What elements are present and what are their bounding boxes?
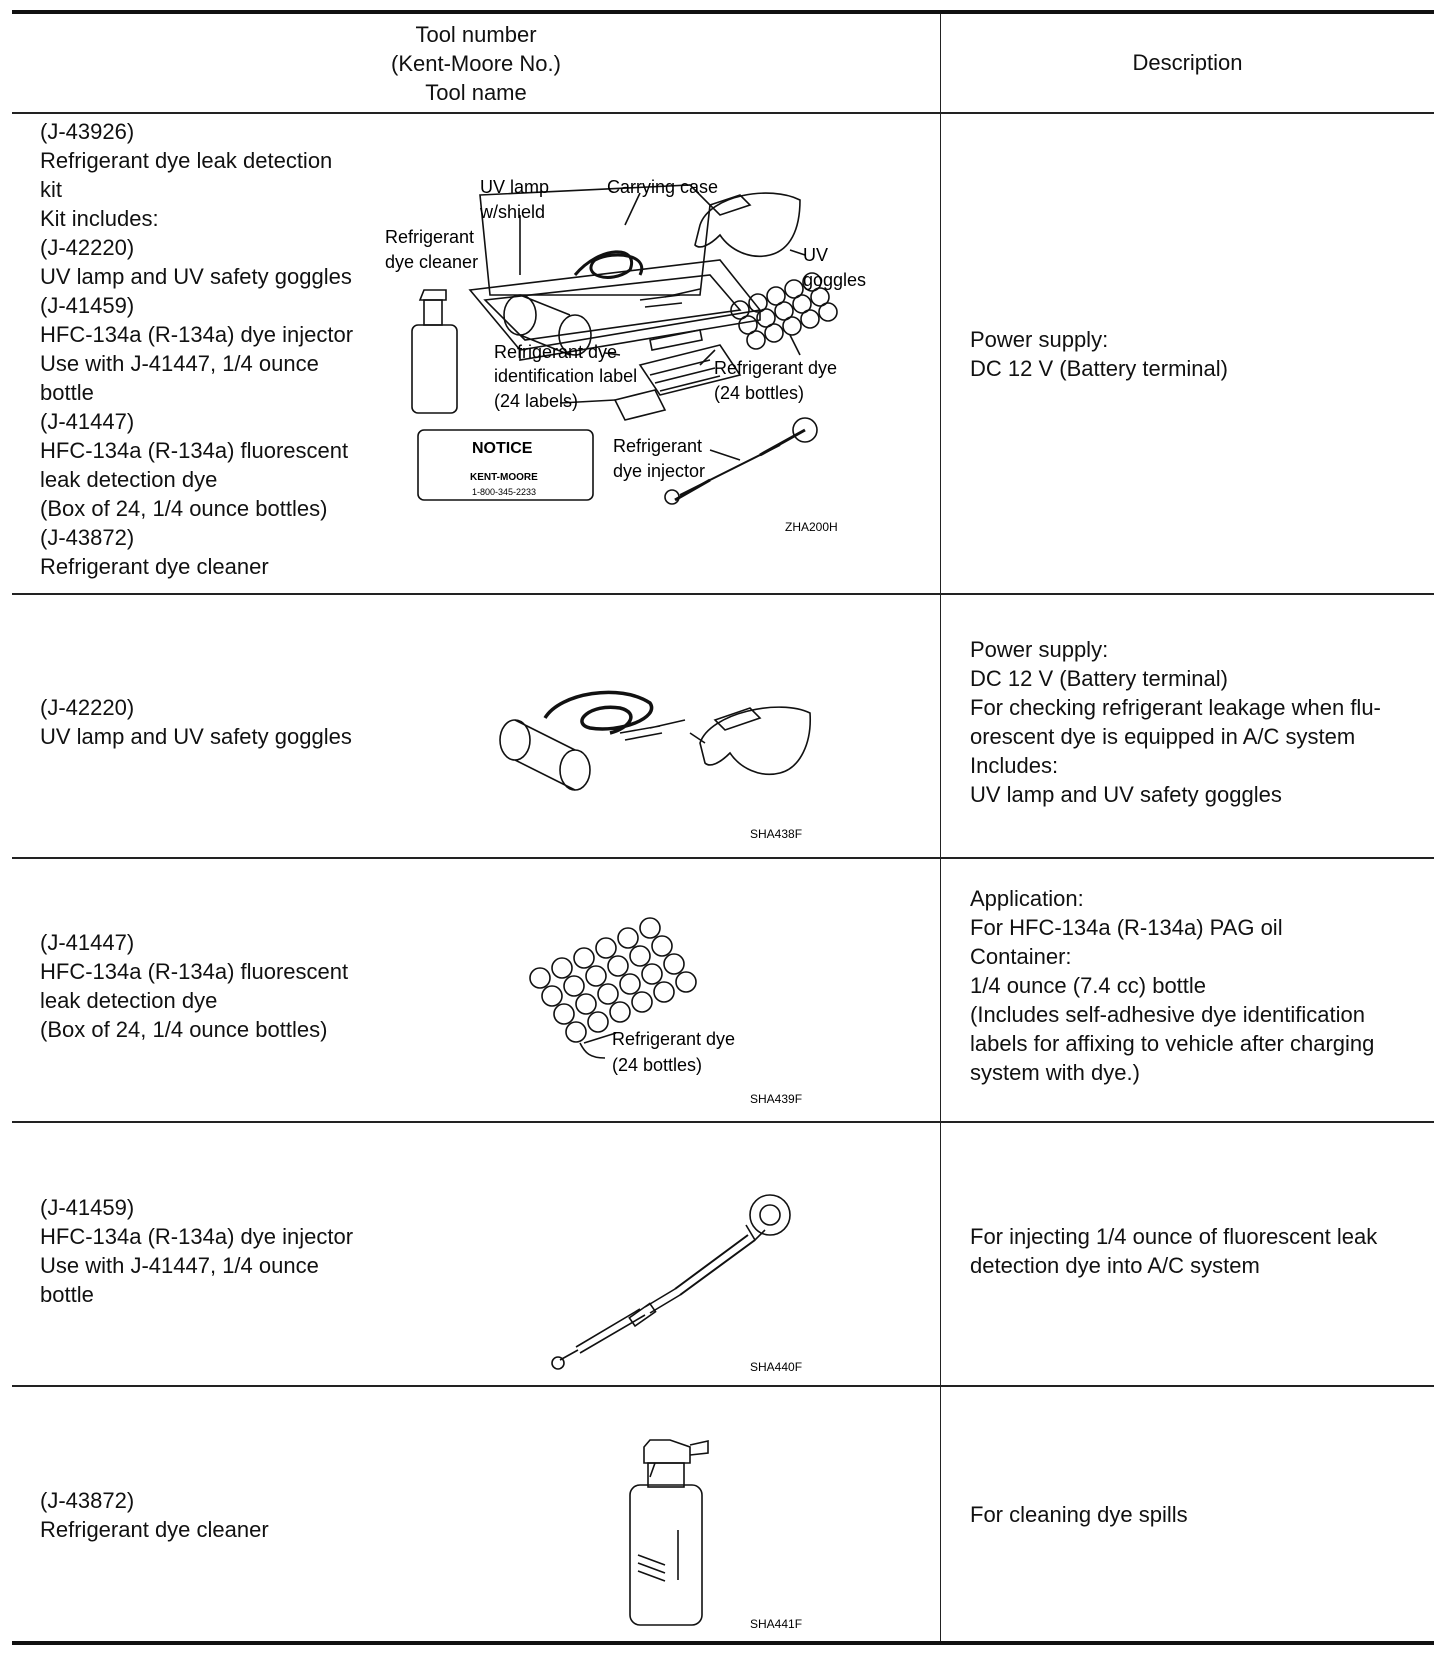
tool-line: (J-41459) xyxy=(40,293,135,318)
column-divider xyxy=(940,14,941,1641)
label-dye-cleaner: dye cleaner xyxy=(385,252,479,272)
desc-cell-j41447 xyxy=(970,884,1420,1087)
desc-line: DC 12 V (Battery terminal) xyxy=(970,356,1228,381)
header-tool-column xyxy=(12,14,940,112)
label-uv-lamp: UV lamp xyxy=(480,177,550,197)
label-carrying-case: Carrying case xyxy=(607,177,719,197)
dye-bottles-illustration xyxy=(520,893,840,1108)
desc-line: detection dye into A/C system xyxy=(970,1253,1260,1278)
header-tool-line: Tool number xyxy=(415,21,537,47)
tool-line: (Box of 24, 1/4 ounce bottles) xyxy=(40,496,328,521)
tool-line: (J-43926) xyxy=(40,119,135,144)
notice-brand: KENT-MOORE xyxy=(470,472,538,483)
tool-line: leak detection dye xyxy=(40,988,218,1013)
label-identification-label: identification label xyxy=(494,366,638,386)
tool-line: leak detection dye xyxy=(40,467,218,492)
label-goggles: goggles xyxy=(803,270,867,290)
notice-title: NOTICE xyxy=(472,440,533,457)
tool-cell-j42220 xyxy=(40,693,400,751)
desc-line: Includes: xyxy=(970,753,1059,778)
tool-cell-j41459 xyxy=(40,1193,400,1309)
table-bottom-rule xyxy=(12,1641,1434,1645)
tool-line: kit xyxy=(40,177,62,202)
header-tool-line: Tool name xyxy=(425,79,527,105)
header-description-column xyxy=(941,14,1434,112)
tool-line: Refrigerant dye cleaner xyxy=(40,554,269,579)
row-divider xyxy=(12,857,1434,859)
row-divider xyxy=(12,1121,1434,1123)
desc-cell-j41459 xyxy=(970,1222,1420,1280)
kit-illustration xyxy=(385,175,930,540)
tool-line: UV lamp and UV safety goggles xyxy=(40,724,352,749)
desc-line: Application: xyxy=(970,886,1084,911)
tool-line: bottle xyxy=(40,380,94,405)
label-refrigerant-dye: Refrigerant dye xyxy=(494,342,618,362)
figure-code: SHA438F xyxy=(750,827,803,841)
tool-line: UV lamp and UV safety goggles xyxy=(40,264,352,289)
label-refrigerant-2: Refrigerant xyxy=(613,436,703,456)
tool-line: HFC-134a (R-134a) fluorescent xyxy=(40,959,349,984)
tool-line: (J-43872) xyxy=(40,1488,135,1513)
dye-cleaner-illustration xyxy=(620,1435,840,1635)
desc-line: For injecting 1/4 ounce of fluorescent leak xyxy=(970,1224,1378,1249)
desc-line: UV lamp and UV safety goggles xyxy=(970,782,1282,807)
tool-line: bottle xyxy=(40,1282,94,1307)
desc-line: Power supply: xyxy=(970,327,1109,352)
label-24-bottles: (24 bottles) xyxy=(612,1055,703,1075)
tool-line: (J-42220) xyxy=(40,235,135,260)
dye-bottles-drawing xyxy=(520,893,840,1108)
desc-line: (Includes self-adhesive dye identification xyxy=(970,1002,1366,1027)
figure-code: SHA441F xyxy=(750,1617,803,1631)
label-24-labels: (24 labels) xyxy=(494,391,579,411)
tool-line: Use with J-41447, 1/4 ounce xyxy=(40,351,319,376)
tool-cell-j43872 xyxy=(40,1486,400,1544)
uv-lamp-drawing xyxy=(500,688,840,843)
desc-line: For cleaning dye spills xyxy=(970,1502,1188,1527)
tool-line: (J-41447) xyxy=(40,409,135,434)
desc-line: For HFC-134a (R-134a) PAG oil xyxy=(970,915,1283,940)
dye-injector-illustration xyxy=(550,1185,840,1375)
desc-line: labels for affixing to vehicle after charging xyxy=(970,1031,1375,1056)
tool-line: HFC-134a (R-134a) dye injector xyxy=(40,322,354,347)
desc-cell-j43926 xyxy=(970,325,1420,383)
row-divider xyxy=(12,593,1434,595)
kit-drawing xyxy=(385,175,930,540)
label-refrigerant-dye: Refrigerant dye xyxy=(612,1029,736,1049)
label-refrigerant-dye-2: Refrigerant dye xyxy=(714,358,838,378)
tool-cell-j41447 xyxy=(40,928,400,1044)
tool-line: (J-42220) xyxy=(40,695,135,720)
desc-line: 1/4 ounce (7.4 cc) bottle xyxy=(970,973,1207,998)
tool-line: HFC-134a (R-134a) fluorescent xyxy=(40,438,349,463)
tool-line: Use with J-41447, 1/4 ounce xyxy=(40,1253,319,1278)
tool-line: Kit includes: xyxy=(40,206,159,231)
tool-line: Refrigerant dye leak detection xyxy=(40,148,333,173)
desc-line: For checking refrigerant leakage when flu- xyxy=(970,695,1381,720)
tool-line: (J-41447) xyxy=(40,930,135,955)
tool-line: HFC-134a (R-134a) dye injector xyxy=(40,1224,354,1249)
tool-line: (J-43872) xyxy=(40,525,135,550)
figure-code: SHA440F xyxy=(750,1360,803,1374)
uv-lamp-goggles-illustration xyxy=(500,688,840,843)
label-refrigerant: Refrigerant xyxy=(385,227,475,247)
row-divider xyxy=(12,1385,1434,1387)
figure-code: SHA439F xyxy=(750,1092,803,1106)
desc-line: system with dye.) xyxy=(970,1060,1140,1085)
tool-line: Refrigerant dye cleaner xyxy=(40,1517,269,1542)
dye-cleaner-drawing xyxy=(620,1435,840,1635)
header-tool-line: (Kent-Moore No.) xyxy=(391,50,561,76)
tool-line: (Box of 24, 1/4 ounce bottles) xyxy=(40,1017,328,1042)
desc-cell-j43872 xyxy=(970,1500,1420,1529)
label-24-bottles: (24 bottles) xyxy=(714,383,805,403)
header-description: Description xyxy=(1132,50,1243,75)
label-uv: UV xyxy=(803,245,829,265)
header-divider xyxy=(12,112,1434,114)
dye-injector-drawing xyxy=(550,1185,840,1375)
desc-line: Container: xyxy=(970,944,1072,969)
tool-cell-j43926 xyxy=(40,117,400,581)
desc-cell-j42220 xyxy=(970,635,1420,809)
figure-code: ZHA200H xyxy=(785,520,838,534)
notice-phone: 1-800-345-2233 xyxy=(472,487,537,497)
label-w-shield: w/shield xyxy=(480,202,546,222)
label-dye-injector: dye injector xyxy=(613,461,706,481)
desc-line: Power supply: xyxy=(970,637,1109,662)
desc-line: DC 12 V (Battery terminal) xyxy=(970,666,1228,691)
tool-line: (J-41459) xyxy=(40,1195,135,1220)
desc-line: orescent dye is equipped in A/C system xyxy=(970,724,1356,749)
